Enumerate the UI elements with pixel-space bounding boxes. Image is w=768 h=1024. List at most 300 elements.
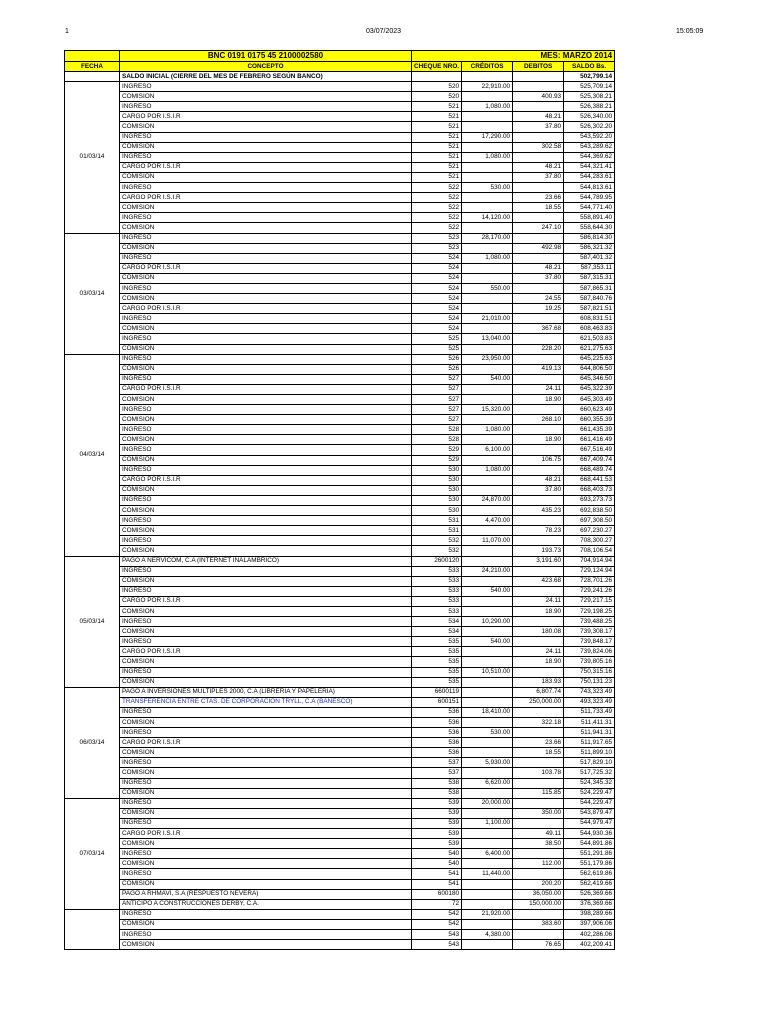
cheque-cell: 523	[412, 243, 462, 253]
balance-cell: 524,229.47	[564, 788, 615, 798]
debit-cell: 423.68	[513, 576, 564, 586]
debit-cell: 78.23	[513, 526, 564, 536]
cheque-cell: 528	[412, 435, 462, 445]
cheque-cell: 535	[412, 647, 462, 657]
table-row	[65, 253, 615, 263]
cheque-cell: 527	[412, 384, 462, 394]
concept-cell: COMISION	[120, 677, 412, 687]
credit-cell: 14,120.00	[462, 213, 513, 223]
balance-cell: 402,209.41	[564, 940, 615, 950]
debit-cell	[513, 283, 564, 293]
concept-cell: INGRESO	[120, 495, 412, 505]
title-row	[65, 51, 615, 62]
credit-cell: 1,080.00	[462, 253, 513, 263]
table-row	[65, 778, 615, 788]
concept-cell: COMISION	[120, 294, 412, 304]
credit-cell	[462, 718, 513, 728]
balance-cell: 645,346.50	[564, 374, 615, 384]
cheque-cell: 538	[412, 788, 462, 798]
balance-cell: 544,891.86	[564, 839, 615, 849]
concept-cell: COMISION	[120, 627, 412, 637]
concept-cell: INGRESO	[120, 132, 412, 142]
debit-cell: 48.21	[513, 162, 564, 172]
cheque-cell: 531	[412, 516, 462, 526]
balance-cell: 743,323.49	[564, 687, 615, 697]
credit-cell: 15,320.00	[462, 405, 513, 415]
balance-cell: 526,302.20	[564, 122, 615, 132]
balance-cell: 544,229.47	[564, 798, 615, 808]
balance-cell: 692,838.50	[564, 506, 615, 516]
balance-cell: 562,419.66	[564, 879, 615, 889]
debit-cell: 18.55	[513, 203, 564, 213]
credit-cell	[462, 415, 513, 425]
concept-cell: INGRESO	[120, 566, 412, 576]
concept-cell: COMISION	[120, 203, 412, 213]
debit-cell	[513, 586, 564, 596]
concept-cell: INGRESO	[120, 213, 412, 223]
cheque-cell: 524	[412, 253, 462, 263]
credit-cell	[462, 122, 513, 132]
debit-cell: 24.11	[513, 647, 564, 657]
table-row	[65, 213, 615, 223]
table-row	[65, 334, 615, 344]
balance-cell: 517,829.10	[564, 758, 615, 768]
concept-cell: COMISION	[120, 415, 412, 425]
balance-cell: 729,124.94	[564, 566, 615, 576]
table-row	[65, 718, 615, 728]
debit-cell	[513, 637, 564, 647]
credit-cell	[462, 768, 513, 778]
table-row	[65, 273, 615, 283]
table-row	[65, 152, 615, 162]
concept-cell: COMISION	[120, 455, 412, 465]
debit-cell: 322.18	[513, 718, 564, 728]
cheque-cell: 530	[412, 465, 462, 475]
concept-cell: COMISION	[120, 839, 412, 849]
concept-cell: INGRESO	[120, 405, 412, 415]
concept-cell: CARGO POR I.S.I.R	[120, 384, 412, 394]
balance-cell: 621,503.83	[564, 334, 615, 344]
cheque-cell: 535	[412, 667, 462, 677]
concept-cell: COMISION	[120, 324, 412, 334]
table-row	[65, 617, 615, 627]
debit-cell: 180.08	[513, 627, 564, 637]
cheque-cell: 526	[412, 364, 462, 374]
balance-cell: 739,824.06	[564, 647, 615, 657]
credit-cell: 20,000.00	[462, 798, 513, 808]
cheque-cell: 529	[412, 445, 462, 455]
credit-cell: 530.00	[462, 183, 513, 193]
concept-cell: INGRESO	[120, 637, 412, 647]
debit-cell: 48.21	[513, 263, 564, 273]
concept-cell: INGRESO	[120, 707, 412, 717]
credit-cell	[462, 677, 513, 687]
debit-cell: 106.75	[513, 455, 564, 465]
balance-cell: 608,463.83	[564, 324, 615, 334]
date-cell	[65, 909, 120, 949]
credit-cell	[462, 435, 513, 445]
table-row	[65, 132, 615, 142]
debit-cell	[513, 354, 564, 364]
credit-cell: 18,410.00	[462, 707, 513, 717]
balance-cell: 645,225.63	[564, 354, 615, 364]
cheque-cell: 534	[412, 627, 462, 637]
debit-cell	[513, 869, 564, 879]
debit-cell	[513, 566, 564, 576]
balance-cell: 587,315.31	[564, 273, 615, 283]
cheque-cell: 541	[412, 869, 462, 879]
credit-cell	[462, 899, 513, 909]
balance-cell: 661,435.39	[564, 425, 615, 435]
balance-cell: 660,623.49	[564, 405, 615, 415]
credit-cell: 550.00	[462, 283, 513, 293]
concept-cell: COMISION	[120, 748, 412, 758]
cheque-cell: 526	[412, 354, 462, 364]
concept-cell: INGRESO	[120, 152, 412, 162]
balance-cell: 587,401.32	[564, 253, 615, 263]
credit-cell	[462, 576, 513, 586]
credit-cell: 1,080.00	[462, 465, 513, 475]
credit-cell	[462, 506, 513, 516]
cheque-cell: 529	[412, 455, 462, 465]
debit-cell	[513, 82, 564, 92]
debit-cell	[513, 778, 564, 788]
credit-cell: 23,950.00	[462, 354, 513, 364]
credit-cell: 17,290.00	[462, 132, 513, 142]
credit-cell: 1,080.00	[462, 425, 513, 435]
credit-cell: 1,080.00	[462, 152, 513, 162]
cheque-cell: 540	[412, 859, 462, 869]
table-row	[65, 536, 615, 546]
debit-cell: 6,807.74	[513, 687, 564, 697]
debit-cell: 19.25	[513, 304, 564, 314]
debit-cell: 3,191.60	[513, 556, 564, 566]
cheque-cell: 535	[412, 657, 462, 667]
concept-cell: CARGO POR I.S.I.R	[120, 647, 412, 657]
debit-cell	[513, 617, 564, 627]
table-row	[65, 506, 615, 516]
concept-cell: TRANSFERENCIA ENTRE CTAS. DE CORPORACIÓN TRYLL, C.A (BANESCO)	[120, 697, 412, 707]
concept-cell: CARGO POR I.S.I.R	[120, 596, 412, 606]
credit-cell	[462, 485, 513, 495]
debit-cell	[513, 707, 564, 717]
credit-cell	[462, 526, 513, 536]
debit-cell: 24.11	[513, 596, 564, 606]
credit-cell	[462, 687, 513, 697]
table-row	[65, 919, 615, 929]
cheque-cell: 523	[412, 233, 462, 243]
credit-cell: 11,440.00	[462, 869, 513, 879]
credit-cell: 540.00	[462, 637, 513, 647]
credit-cell	[462, 879, 513, 889]
cheque-cell: 527	[412, 395, 462, 405]
debit-cell	[513, 374, 564, 384]
table-row	[65, 304, 615, 314]
debit-cell: 183.93	[513, 677, 564, 687]
credit-cell	[462, 606, 513, 616]
balance-cell: 645,322.39	[564, 384, 615, 394]
column-header-row	[65, 62, 615, 72]
table-row	[65, 839, 615, 849]
table-row	[65, 657, 615, 667]
balance-cell: 697,230.27	[564, 526, 615, 536]
credit-cell	[462, 627, 513, 637]
cheque-cell: 539	[412, 839, 462, 849]
balance-cell: 511,917.65	[564, 738, 615, 748]
account-number: BNC 0191 0175 45 2100002580	[120, 51, 412, 62]
cheque-cell: 521	[412, 112, 462, 122]
cheque-cell: 532	[412, 546, 462, 556]
table-row	[65, 859, 615, 869]
cheque-cell: 2600120	[412, 556, 462, 566]
concept-cell: PAGO A RHMAVI, S.A (RESPUESTO NEVERA)	[120, 889, 412, 899]
balance-cell: 697,308.50	[564, 516, 615, 526]
cheque-cell: 521	[412, 132, 462, 142]
debit-cell: 103.78	[513, 768, 564, 778]
concept-cell: COMISION	[120, 122, 412, 132]
table-row	[65, 183, 615, 193]
concept-cell: CARGO POR I.S.I.R	[120, 193, 412, 203]
col-saldo: SALDO Bs.	[564, 62, 615, 72]
debit-cell	[513, 405, 564, 415]
table-row	[65, 849, 615, 859]
balance-cell: 544,321.41	[564, 162, 615, 172]
cheque-cell: 527	[412, 405, 462, 415]
credit-cell	[462, 788, 513, 798]
credit-cell	[462, 162, 513, 172]
balance-cell: 739,308.17	[564, 627, 615, 637]
cheque-cell: 527	[412, 415, 462, 425]
table-row	[65, 485, 615, 495]
debit-cell: 37.80	[513, 485, 564, 495]
credit-cell: 540.00	[462, 374, 513, 384]
concept-cell: INGRESO	[120, 909, 412, 919]
balance-cell: 728,701.26	[564, 576, 615, 586]
debit-cell: 18.90	[513, 435, 564, 445]
print-date: 03/07/2023	[366, 28, 402, 35]
credit-cell	[462, 324, 513, 334]
concept-cell: INGRESO	[120, 798, 412, 808]
balance-cell: 525,709.14	[564, 82, 615, 92]
debit-cell	[513, 314, 564, 324]
cheque-cell: 539	[412, 808, 462, 818]
table-row	[65, 92, 615, 102]
debit-cell	[513, 445, 564, 455]
balance-cell: 558,891.40	[564, 213, 615, 223]
print-time: 15:05:09	[676, 28, 704, 35]
debit-cell: 36,050.00	[513, 889, 564, 899]
cheque-cell: 532	[412, 536, 462, 546]
debit-cell	[513, 465, 564, 475]
debit-cell: 48.21	[513, 475, 564, 485]
cheque-cell: 600180	[412, 889, 462, 899]
table-row	[65, 869, 615, 879]
credit-cell: 13,040.00	[462, 334, 513, 344]
concept-cell: COMISION	[120, 435, 412, 445]
concept-cell: COMISION	[120, 606, 412, 616]
balance-cell: 750,315.16	[564, 667, 615, 677]
table-row	[65, 556, 615, 566]
cheque-cell: 521	[412, 142, 462, 152]
credit-cell	[462, 546, 513, 556]
concept-cell: COMISION	[120, 485, 412, 495]
balance-cell: 587,353.11	[564, 263, 615, 273]
concept-cell: INGRESO	[120, 586, 412, 596]
table-row	[65, 596, 615, 606]
table-row	[65, 899, 615, 909]
credit-cell: 1,080.00	[462, 102, 513, 112]
balance-cell: 544,813.61	[564, 183, 615, 193]
concept-cell: INGRESO	[120, 102, 412, 112]
balance-cell: 750,131.23	[564, 677, 615, 687]
concept-cell: COMISION	[120, 940, 412, 950]
credit-cell: 22,910.00	[462, 82, 513, 92]
table-row	[65, 82, 615, 92]
table-row	[65, 203, 615, 213]
table-row	[65, 606, 615, 616]
balance-cell: 511,411.31	[564, 718, 615, 728]
debit-cell	[513, 798, 564, 808]
concept-cell: INGRESO	[120, 445, 412, 455]
credit-cell	[462, 940, 513, 950]
month-label: MES: MARZO 2014	[412, 51, 615, 62]
table-row	[65, 798, 615, 808]
balance-cell: 667,409.74	[564, 455, 615, 465]
concept-cell: CARGO POR I.S.I.R	[120, 738, 412, 748]
debit-cell: 492.98	[513, 243, 564, 253]
debit-cell: 37.80	[513, 172, 564, 182]
cheque-cell: 6600119	[412, 687, 462, 697]
balance-cell: 739,848.17	[564, 637, 615, 647]
table-row	[65, 283, 615, 293]
balance-cell: 543,879.47	[564, 808, 615, 818]
cheque-cell: 524	[412, 304, 462, 314]
table-row	[65, 788, 615, 798]
debit-cell: 18.90	[513, 606, 564, 616]
cheque-cell: 522	[412, 213, 462, 223]
cheque-cell: 525	[412, 344, 462, 354]
credit-cell	[462, 223, 513, 233]
balance-cell: 397,906.06	[564, 919, 615, 929]
cheque-cell: 533	[412, 606, 462, 616]
table-row	[65, 748, 615, 758]
balance-cell: 544,283.61	[564, 172, 615, 182]
concept-cell: INGRESO	[120, 728, 412, 738]
debit-cell: 200.20	[513, 879, 564, 889]
debit-cell	[513, 516, 564, 526]
concept-cell: COMISION	[120, 506, 412, 516]
concept-cell: COMISION	[120, 273, 412, 283]
cheque-cell: 600151	[412, 697, 462, 707]
concept-cell: COMISION	[120, 364, 412, 374]
cheque-cell: 533	[412, 596, 462, 606]
credit-cell	[462, 172, 513, 182]
debit-cell	[513, 213, 564, 223]
credit-cell	[462, 344, 513, 354]
cheque-cell: 543	[412, 940, 462, 950]
table-row	[65, 546, 615, 556]
credit-cell	[462, 475, 513, 485]
cheque-cell: 524	[412, 273, 462, 283]
cheque-cell: 536	[412, 738, 462, 748]
balance-cell: 729,217.15	[564, 596, 615, 606]
debit-cell: 38.50	[513, 839, 564, 849]
concept-cell: COMISION	[120, 546, 412, 556]
table-row	[65, 324, 615, 334]
concept-cell: INGRESO	[120, 283, 412, 293]
balance-cell: 587,840.76	[564, 294, 615, 304]
cheque-cell: 535	[412, 637, 462, 647]
concept-cell: INGRESO	[120, 334, 412, 344]
concept-cell: INGRESO	[120, 818, 412, 828]
balance-cell: 660,355.39	[564, 415, 615, 425]
table-row	[65, 576, 615, 586]
debit-cell: 247.10	[513, 223, 564, 233]
cheque-cell: 524	[412, 324, 462, 334]
table-row	[65, 344, 615, 354]
table-row	[65, 637, 615, 647]
concept-cell: COMISION	[120, 788, 412, 798]
debit-cell: 250,000.00	[513, 697, 564, 707]
credit-cell	[462, 859, 513, 869]
table-row	[65, 395, 615, 405]
table-row	[65, 526, 615, 536]
table-row	[65, 475, 615, 485]
credit-cell	[462, 889, 513, 899]
table-row	[65, 405, 615, 415]
table-row	[65, 415, 615, 425]
cheque-cell: 524	[412, 263, 462, 273]
cheque-cell: 543	[412, 929, 462, 939]
debit-cell: 18.55	[513, 748, 564, 758]
debit-cell	[513, 233, 564, 243]
balance-cell: 493,323.49	[564, 697, 615, 707]
credit-cell	[462, 193, 513, 203]
table-row	[65, 647, 615, 657]
credit-cell: 21,920.00	[462, 909, 513, 919]
credit-cell	[462, 273, 513, 283]
table-row	[65, 909, 615, 919]
balance-cell: 586,321.32	[564, 243, 615, 253]
cheque-cell: 539	[412, 829, 462, 839]
cheque-cell: 522	[412, 203, 462, 213]
credit-cell	[462, 112, 513, 122]
cheque-cell: 527	[412, 374, 462, 384]
cheque-cell: 522	[412, 193, 462, 203]
debit-cell	[513, 152, 564, 162]
cheque-cell: 537	[412, 768, 462, 778]
debit-cell: 367.68	[513, 324, 564, 334]
table-row	[65, 829, 615, 839]
balance-cell: 668,441.53	[564, 475, 615, 485]
date-cell: 07/03/14	[65, 798, 120, 909]
credit-cell	[462, 294, 513, 304]
table-row	[65, 879, 615, 889]
debit-cell	[513, 183, 564, 193]
debit-cell	[513, 667, 564, 677]
cheque-cell: 524	[412, 283, 462, 293]
table-row	[65, 929, 615, 939]
page-number: 1	[65, 28, 69, 35]
debit-cell	[513, 728, 564, 738]
debit-cell: 23.66	[513, 738, 564, 748]
cheque-cell: 536	[412, 707, 462, 717]
cheque-cell: 538	[412, 778, 462, 788]
balance-cell: 526,388.21	[564, 102, 615, 112]
cheque-cell: 533	[412, 576, 462, 586]
concept-cell: COMISION	[120, 243, 412, 253]
debit-cell	[513, 132, 564, 142]
